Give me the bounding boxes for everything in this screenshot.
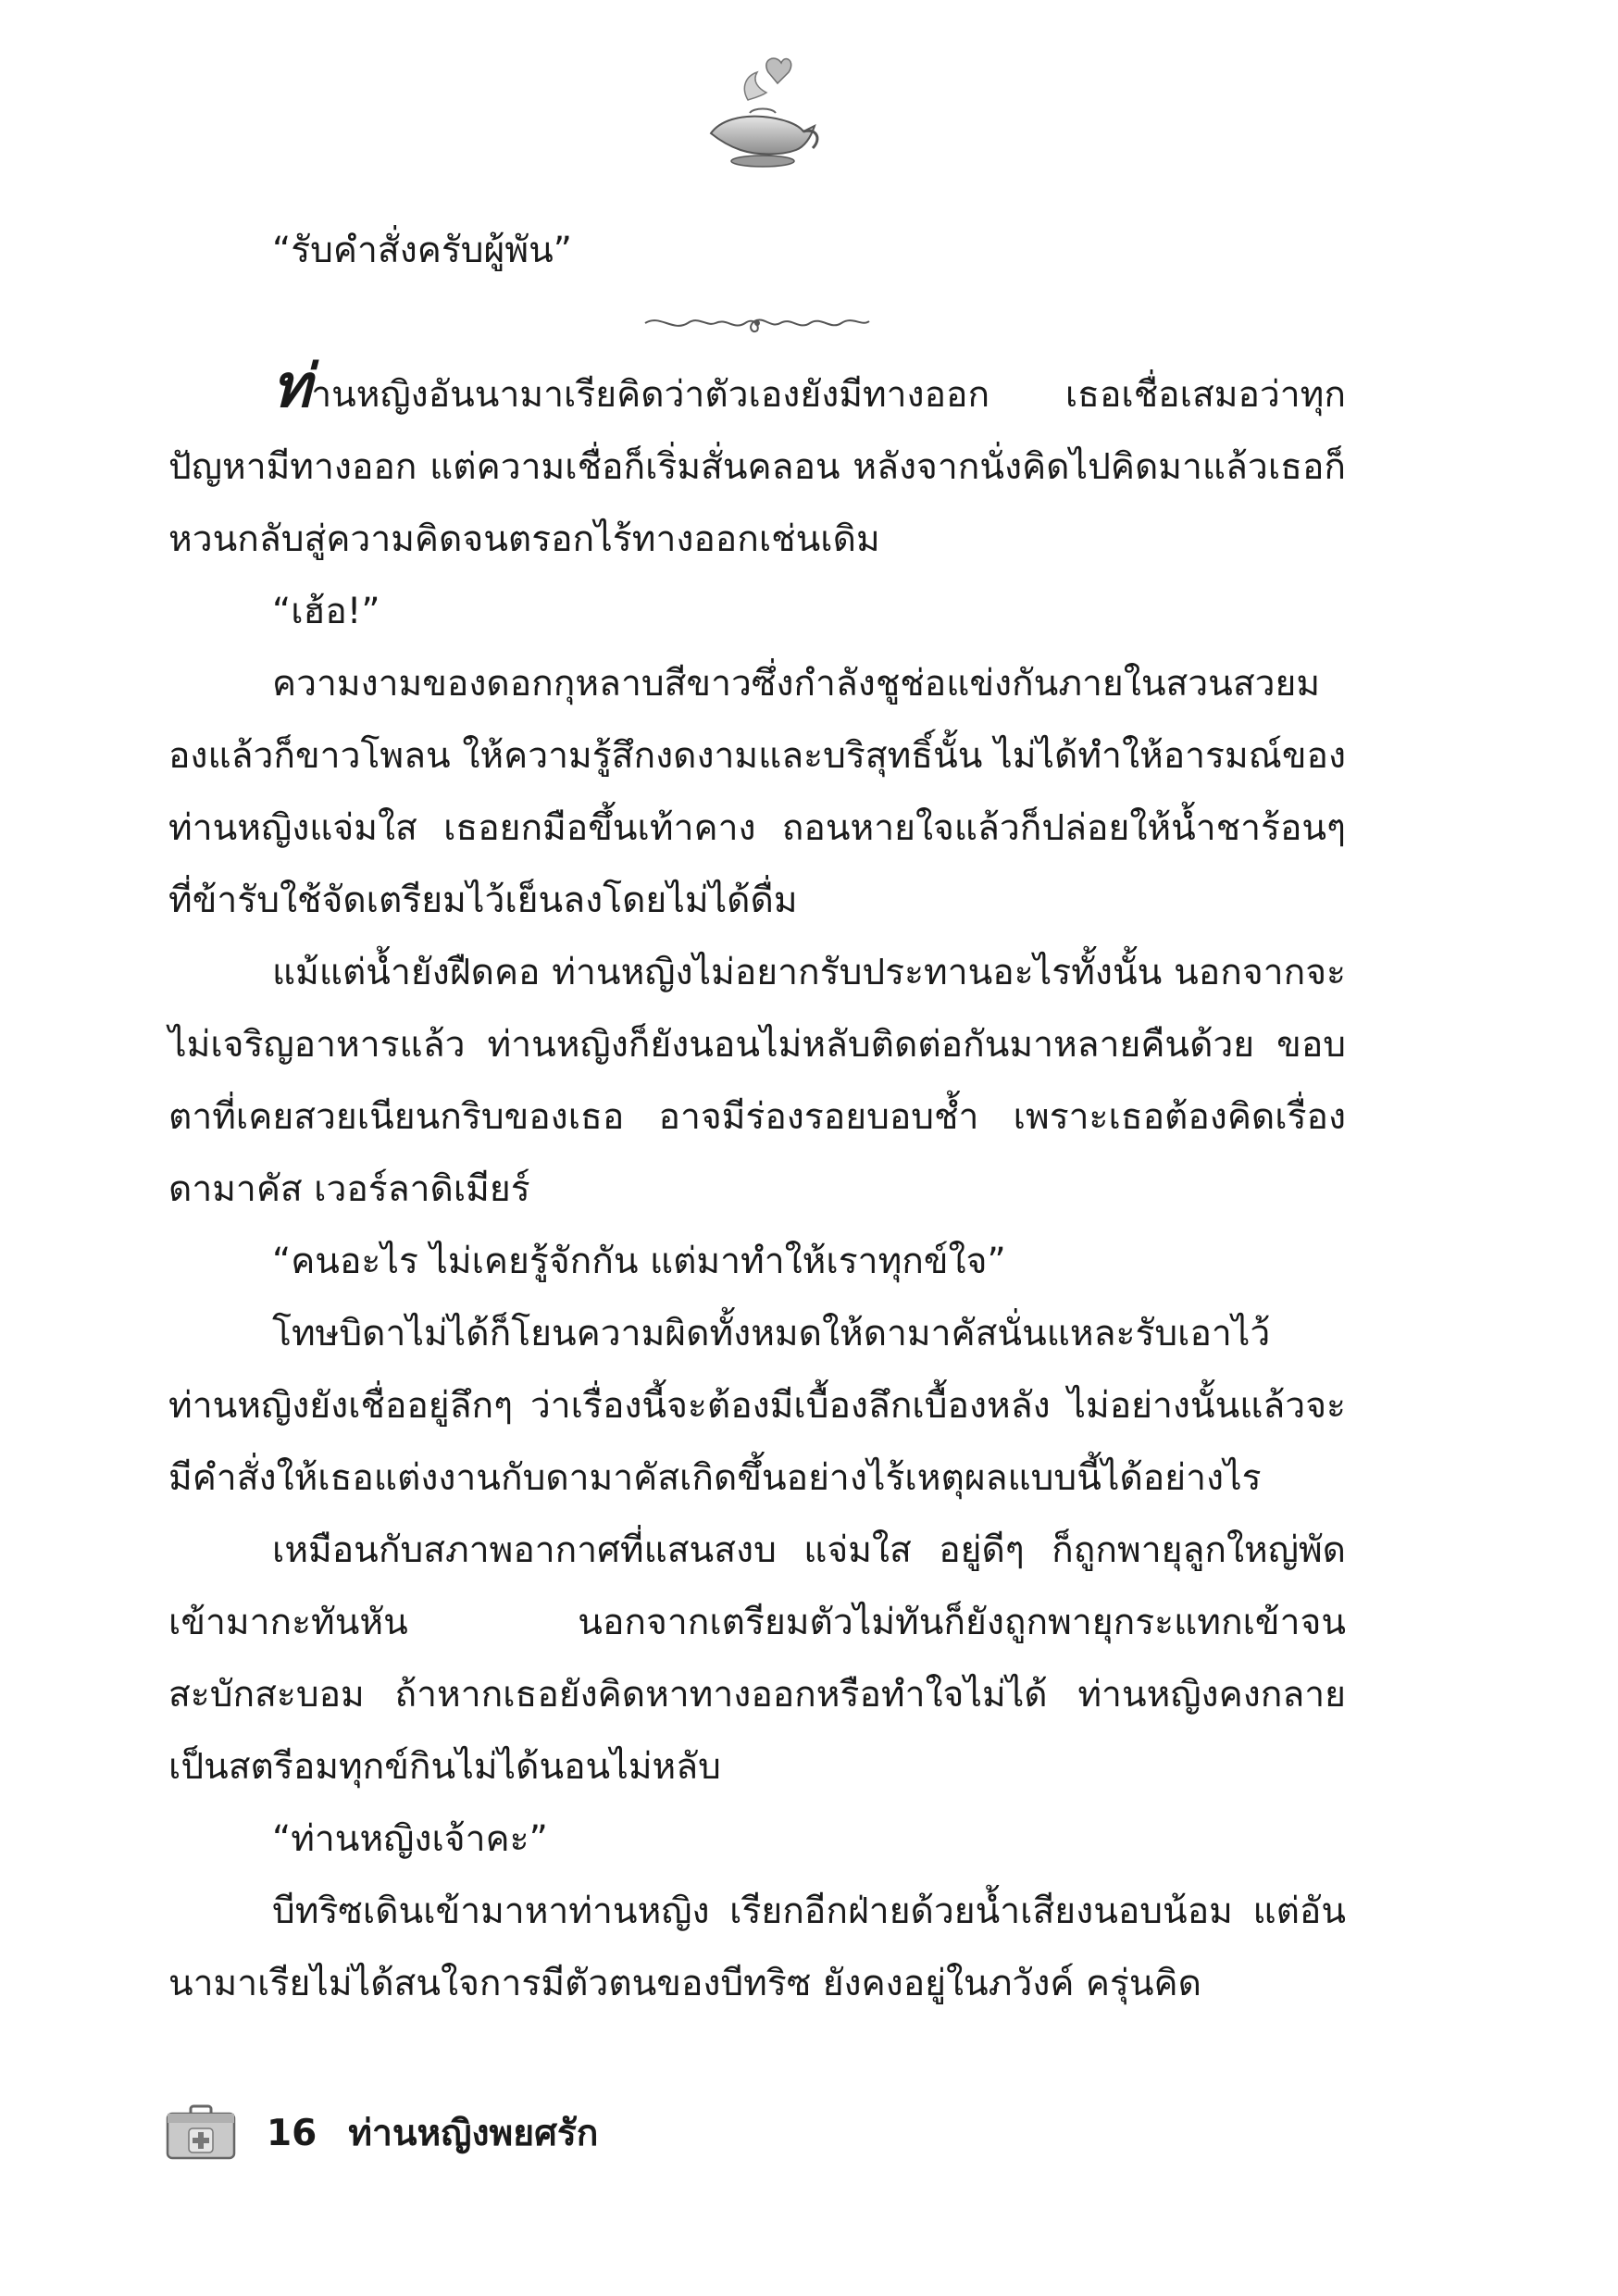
paragraph: “รับคำสั่งครับผู้พัน” [272, 230, 572, 271]
paragraph: ความงามของดอกกุหลาบสีขาวซึ่งกำลังชูช่อแข่งกันภายในสวนสวยมองแล้วก็ขาวโพลน ให้ความรู้สึกงดงามและบริสุทธิ์นั้น ไม่ได้ทำให้อารมณ์ของท่านหญิงแจ่มใส เธอยกมือขึ้นเท้าคาง ถอนหายใจแล้วก็ปล่อยให้น้ำชาร้อนๆ ที่ข้ารับใช้จัดเตรียมไว้เย็นลงโดยไม่ได้ดื่ม [168, 663, 1346, 921]
paragraph: “เฮ้อ!” [272, 591, 380, 632]
flourish-divider-icon [641, 305, 873, 342]
genie-lamp-ornament-icon [692, 56, 831, 176]
section-divider [168, 287, 1346, 359]
paragraph: เหมือนกับสภาพอากาศที่แสนสงบ แจ่มใส อยู่ดีๆ ก็ถูกพายุลูกใหญ่พัดเข้ามากะทันหัน นอกจากเตรียมตัวไม่ทันก็ยังถูกพายุกระแทกเข้าจนสะบักสะบอม ถ้าหากเธอยังคิดหาทางออกหรือทำใจไม่ได้ ท่านหญิงคงกลายเป็นสตรีอมทุกข์กินไม่ได้นอนไม่หลับ [168, 1529, 1346, 1788]
paragraph-text: านหญิงอันนามาเรียคิดว่าตัวเองยังมีทางออก เธอเชื่อเสมอว่าทุกปัญหามีทางออก แต่ความเชื่อก็เริ่มสั่นคลอน หลังจากนั่งคิดไปคิดมาแล้วเธอก็หวนกลับสู่ความคิดจนตรอกไร้ทางออกเช่นเดิม [168, 374, 1346, 560]
paragraph: “คนอะไร ไม่เคยรู้จักกัน แต่มาทำให้เราทุกข์ใจ” [272, 1241, 1006, 1282]
paragraph: “ท่านหญิงเจ้าคะ” [272, 1818, 548, 1860]
paragraph: บีทริซเดินเข้ามาหาท่านหญิง เรียกอีกฝ่ายด้วยน้ำเสียงนอบน้อม แต่อันนามาเรียไม่ได้สนใจการมีตัวตนของบีทริซ ยังคงอยู่ในภวังค์ ครุ่นคิด [168, 1890, 1346, 2004]
drop-cap: ท่ [272, 353, 312, 421]
paragraph [168, 353, 1346, 576]
page-footer [165, 2100, 598, 2166]
first-aid-kit-icon [165, 2104, 237, 2162]
page-number: 16 [267, 2112, 317, 2154]
book-title: ท่านหญิงพยศรัก [348, 2113, 599, 2154]
paragraph: แม้แต่น้ำยังฝืดคอ ท่านหญิงไม่อยากรับประทานอะไรทั้งนั้น นอกจากจะไม่เจริญอาหารแล้ว ท่านหญิงก็ยังนอนไม่หลับติดต่อกันมาหลายคืนด้วย ขอบตาที่เคยสวยเนียนกริบของเธอ อาจมีร่องรอยบอบช้ำ เพราะเธอต้องคิดเรื่อง ดามาคัส เวอร์ลาดิเมียร์ [168, 952, 1346, 1210]
paragraph: โทษบิดาไม่ได้ก็โยนความผิดทั้งหมดให้ดามาคัสนั่นแหละรับเอาไว้ ท่านหญิงยังเชื่ออยู่ลึกๆ ว่าเรื่องนี้จะต้องมีเบื้องลึกเบื้องหลัง ไม่อย่างนั้นแล้วจะมีคำสั่งให้เธอแต่งงานกับดามาคัสเกิดขึ้นอย่างไร้เหตุผลแบบนี้ได้อย่างไร [168, 1313, 1346, 1499]
body-text [168, 215, 1346, 2020]
